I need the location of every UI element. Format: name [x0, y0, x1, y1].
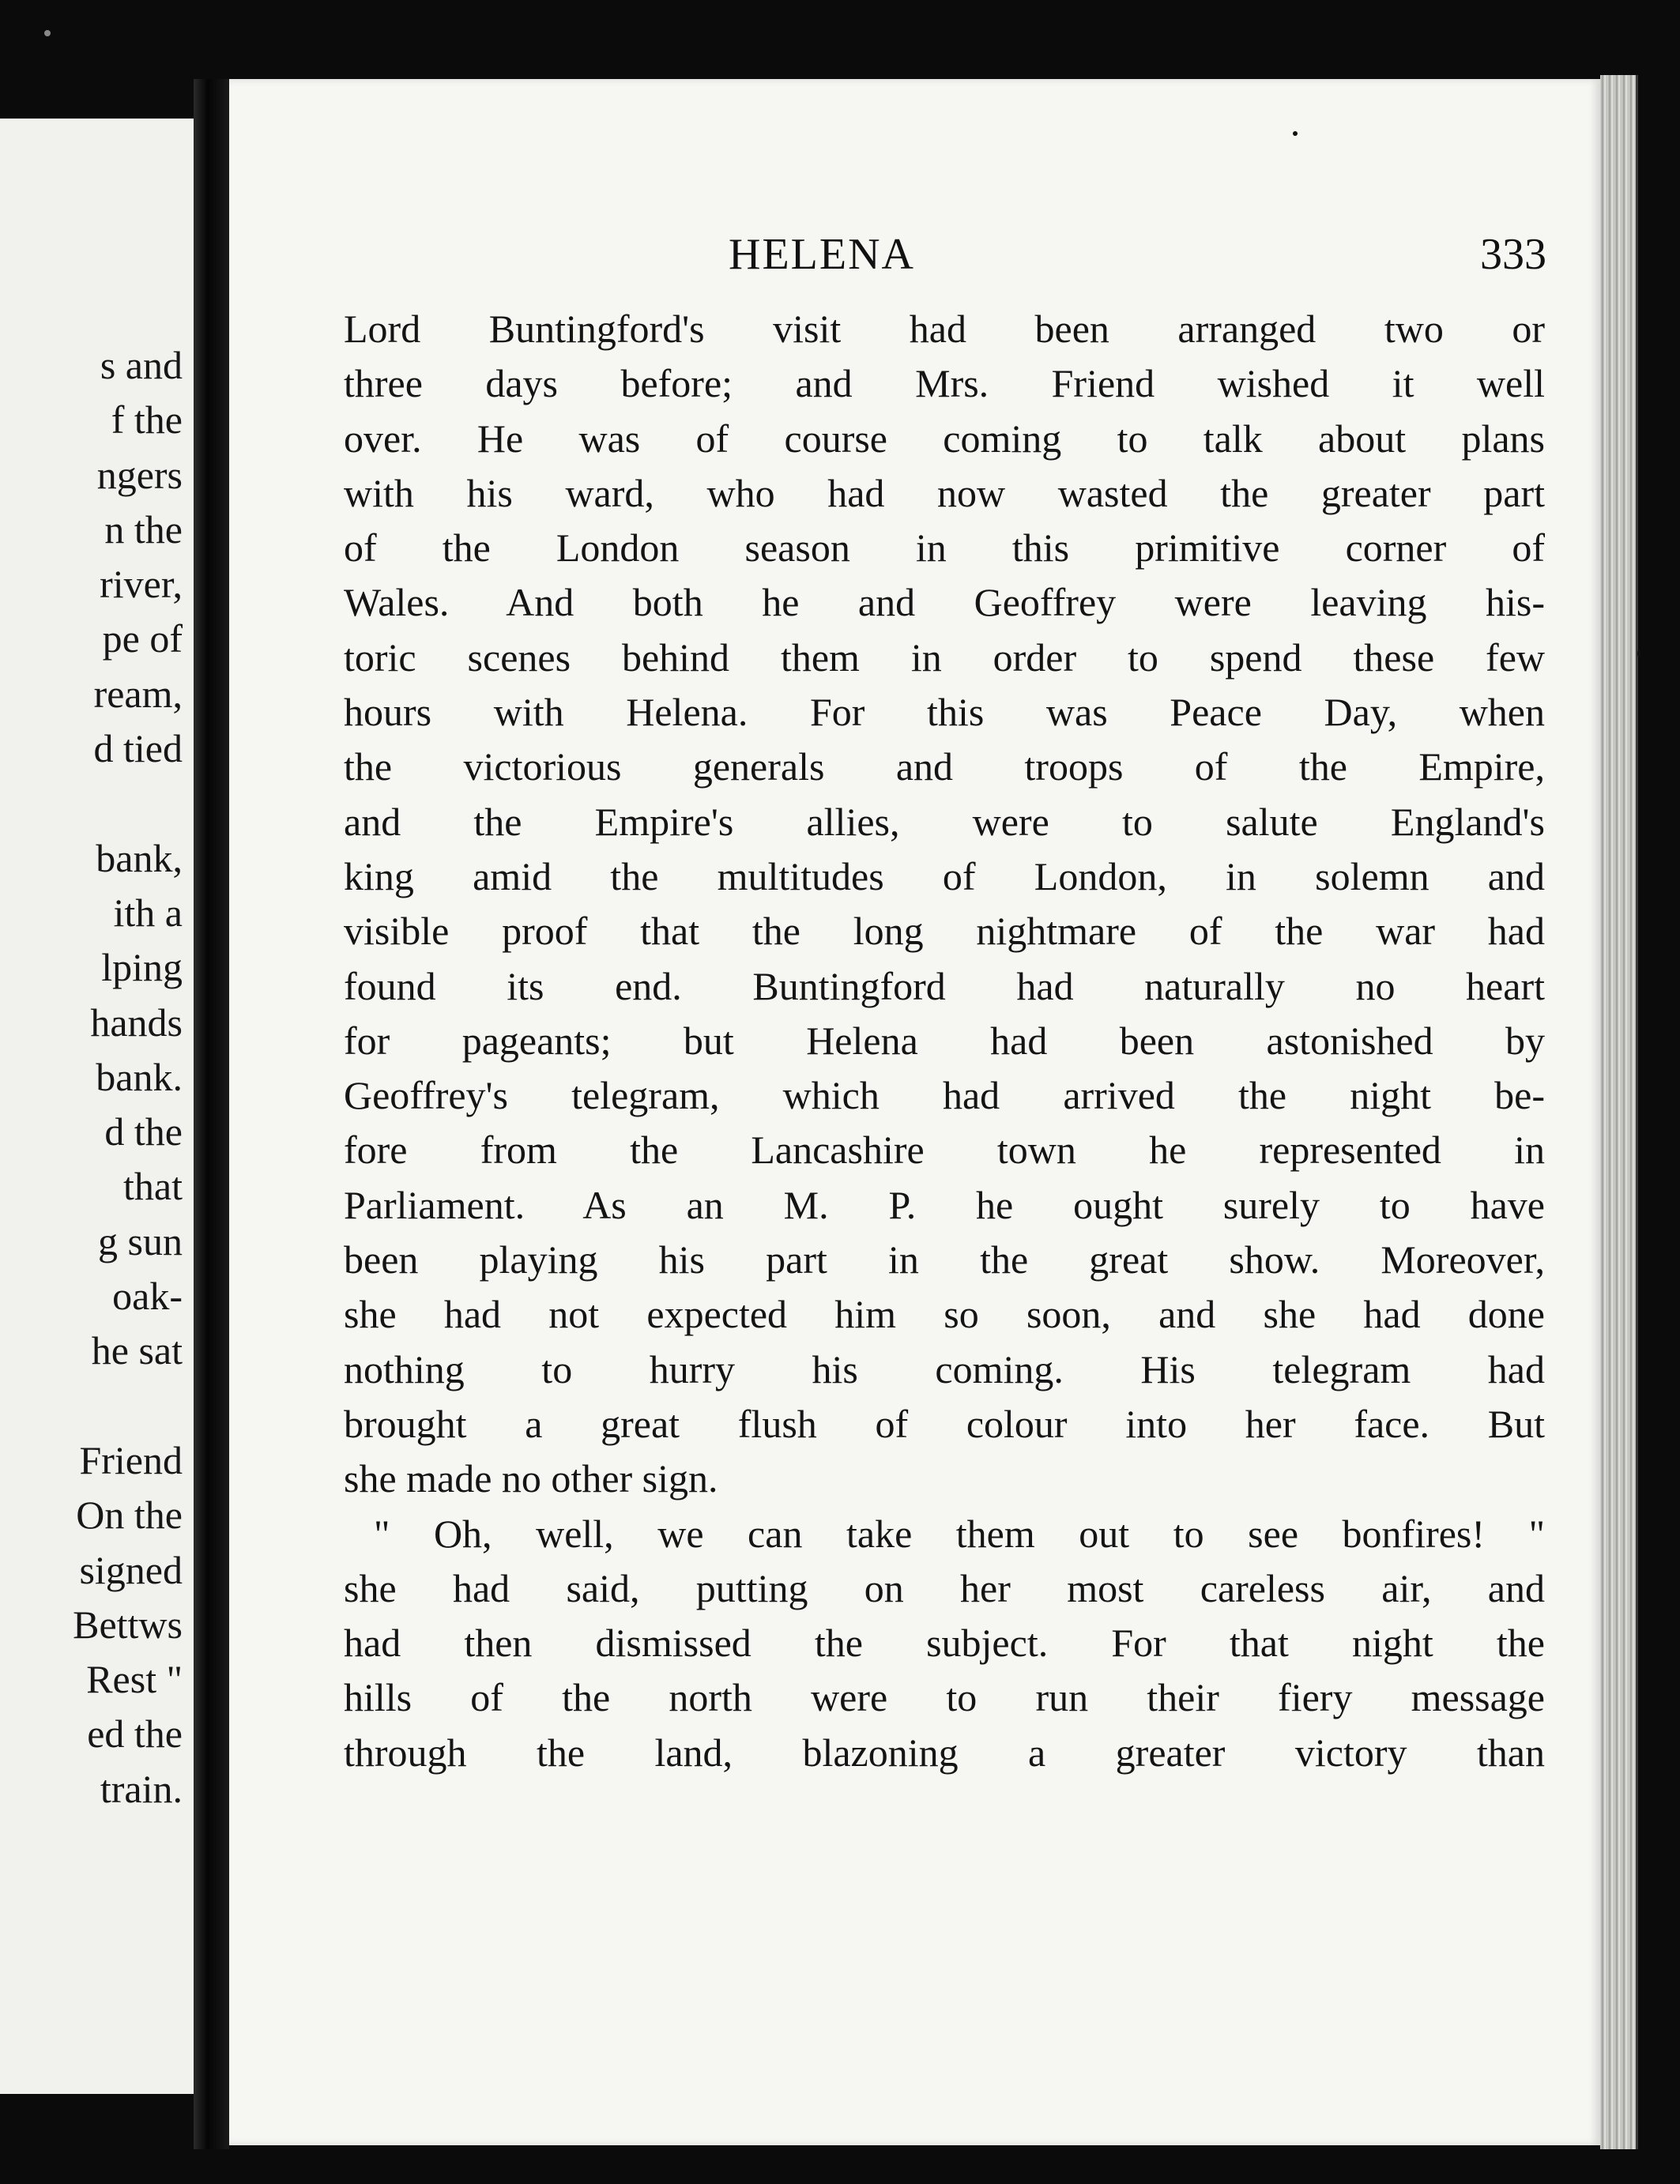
text-line: " Oh, well, we can take them out to see bonfires! " [374, 1511, 1545, 1556]
previous-page-line [73, 1379, 183, 1433]
previous-page-line: n the [104, 506, 183, 552]
text-line: found its end. Buntingford had naturally no heart [344, 963, 1545, 1008]
text-line: three days before; and Mrs. Friend wished it well [344, 361, 1545, 406]
running-title: HELENA [729, 230, 915, 279]
previous-page-line: On the [76, 1493, 183, 1538]
text-line: brought a great flush of colour into her face. But [344, 1401, 1545, 1446]
text-line: had then dismissed the subject. For that night the [344, 1621, 1545, 1666]
previous-page-line: Friend [79, 1437, 183, 1482]
text-line: she made no other sign. [344, 1456, 718, 1501]
previous-page-line: Bettws [73, 1602, 183, 1647]
previous-page-line [73, 776, 183, 830]
dust-speck [44, 30, 51, 36]
text-line: she had not expected him so soon, and she had done [344, 1292, 1545, 1337]
text-line: hills of the north were to run their fiery message [344, 1675, 1545, 1720]
previous-page-line: signed [79, 1547, 183, 1592]
previous-page-line: Rest " [86, 1657, 183, 1702]
running-head [229, 229, 1600, 284]
previous-page-line: s and [100, 343, 183, 387]
page-number: 333 [1480, 230, 1546, 279]
previous-page-line: lping [101, 945, 183, 990]
text-line: for pageants; but Helena had been astonished by [344, 1018, 1545, 1063]
text-line: and the Empire's allies, were to salute England's [344, 799, 1545, 844]
previous-page-line: ream, [93, 671, 183, 716]
previous-page-text [73, 338, 183, 1817]
text-line: king amid the multitudes of London, in solemn and [344, 853, 1545, 898]
text-line: hours with Helena. For this was Peace Day, when [344, 690, 1545, 735]
previous-page-line: bank. [96, 1054, 183, 1099]
previous-page-line: ed the [87, 1711, 183, 1757]
book-gutter [194, 79, 229, 2149]
page-edges [1600, 75, 1638, 2149]
dust-speck [1293, 131, 1298, 136]
previous-page-line: river, [100, 562, 183, 607]
text-line: fore from the Lancashire town he represented in [344, 1128, 1545, 1173]
text-line: Geoffrey's telegram, which had arrived the night be- [344, 1073, 1545, 1118]
previous-page-line: bank, [96, 835, 183, 880]
text-line: she had said, putting on her most careless air, and [344, 1565, 1545, 1610]
page-body-text [344, 302, 1545, 1780]
text-line: the victorious generals and troops of the Empire, [344, 744, 1545, 789]
previous-page-line: d the [104, 1109, 183, 1154]
previous-page [0, 119, 194, 2094]
text-line: visible proof that the long nightmare of the war had [344, 909, 1545, 954]
previous-page-line: ngers [96, 452, 183, 497]
text-line: Lord Buntingford's visit had been arranged two or [344, 307, 1545, 351]
previous-page-line: f the [111, 397, 183, 442]
previous-page-line: that [123, 1164, 183, 1209]
text-line: Parliament. As an M. P. he ought surely to have [344, 1182, 1545, 1227]
text-line: Wales. And both he and Geoffrey were leaving his- [344, 580, 1545, 625]
previous-page-line: train. [100, 1766, 183, 1811]
dust-speck [1637, 650, 1640, 657]
previous-page-line: ith a [113, 890, 183, 935]
text-line: over. He was of course coming to talk about plans [344, 416, 1545, 461]
text-line: nothing to hurry his coming. His telegram had [344, 1346, 1545, 1391]
text-line: through the land, blazoning a greater victory than [344, 1730, 1545, 1775]
previous-page-line: d tied [93, 726, 183, 771]
text-line: with his ward, who had now wasted the greater part [344, 470, 1545, 515]
previous-page-line: g sun [98, 1218, 183, 1263]
previous-page-line: oak- [112, 1274, 183, 1319]
text-line: of the London season in this primitive corner of [344, 525, 1545, 570]
text-line: toric scenes behind them in order to spend these few [344, 634, 1545, 680]
previous-page-line: he sat [91, 1328, 183, 1373]
current-page [229, 79, 1600, 2145]
text-line: been playing his part in the great show. Moreover, [344, 1237, 1545, 1282]
previous-page-line: hands [90, 1000, 183, 1045]
previous-page-line: pe of [102, 616, 183, 661]
